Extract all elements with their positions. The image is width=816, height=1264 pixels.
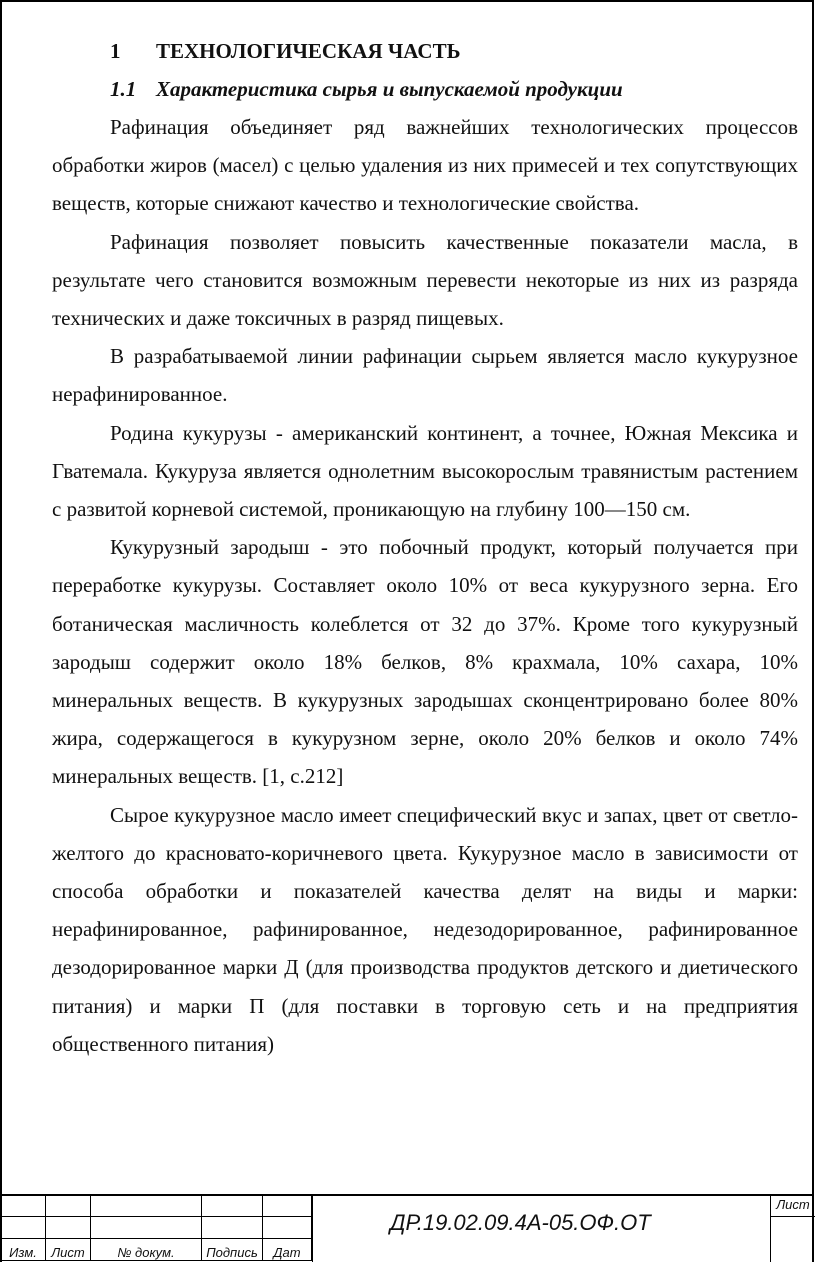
sheet-label: Лист — [770, 1194, 815, 1217]
paragraph: В разрабатываемой линии рафинации сырьем является масло кукурузное нерафинированное. — [52, 344, 798, 407]
paragraph: Сырое кукурузное масло имеет специфический вкус и запах, цвет от светло-желтого до красновато-коричневого цвета. Кукурузное масло в зависимости от способа обработки и показателей качества делят на виды и марки: нерафинированное, рафинированное, недезодорированное, рафинированное дезодорированное марки Д (для производства продуктов детского и диетического питания) и марки П (для поставки в торговую сеть и на предприятия общественного питания) — [52, 802, 798, 1056]
subsection-title: Характеристика сырья и выпускаемой продукции — [156, 77, 623, 101]
section-number: 1 — [110, 39, 121, 63]
document-code: ДР.19.02.09.4А-05.ОФ.ОТ — [390, 1210, 651, 1235]
col-list: Лист — [46, 1239, 91, 1261]
col-doc-number: № докум. — [91, 1239, 202, 1261]
paragraph: Родина кукурузы - американский континент, а точнее, Южная Мексика и Гватемала. Кукуруза является однолетним высокорослым травянистым растением с развитой корневой системой, проникающую на глубину 100—150 см. — [52, 420, 798, 522]
section-title: ТЕХНОЛОГИЧЕСКАЯ ЧАСТЬ — [156, 39, 461, 63]
section-heading — [52, 32, 798, 70]
title-block — [0, 1194, 814, 1264]
col-date: Дат — [263, 1239, 312, 1261]
sheet-number-cell — [770, 1216, 815, 1262]
document-body — [52, 32, 798, 1063]
col-signature: Подпись — [202, 1239, 263, 1261]
paragraph: Рафинация объединяет ряд важнейших технологических процессов обработки жиров (масел) с целью удаления из них примесей и тех сопутствующих веществ, которые снижают качество и технологические свойства. — [52, 115, 798, 216]
paragraph: Рафинация позволяет повысить качественные показатели масла, в результате чего становится возможным перевести некоторые из них из разряда технических и даже токсичных в разряд пищевых. — [52, 229, 798, 331]
revision-table — [0, 1194, 312, 1261]
paragraph: Кукурузный зародыш - это побочный продукт, который получается при переработке кукурузы. Составляет около 10% от веса кукурузного зерна. Его ботаническая масличность колеблется от 32 до 37%. Кроме того кукурузный зародыш содержит около 18% белков, 8% крахмала, 10% сахара, 10% минеральных веществ. В кукурузных зародышах сконцентрировано более 80% жира, содержащегося в кукурузном зерне, около 20% белков и около 74% минеральных веществ. [1, с.212] — [52, 535, 798, 789]
col-izm: Изм. — [1, 1239, 46, 1261]
subsection-heading — [52, 70, 798, 108]
subsection-number: 1.1 — [110, 77, 137, 101]
